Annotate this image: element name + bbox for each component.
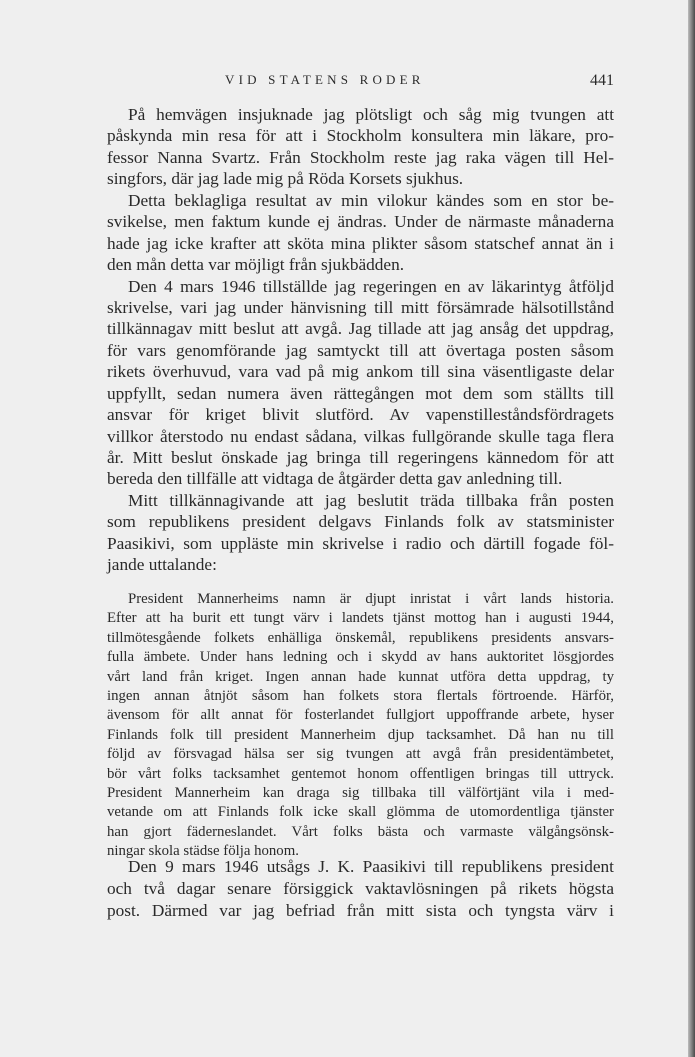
text-line: ningar skola städse följa honom. bbox=[107, 843, 299, 860]
text-line: hade jag icke krafter att sköta mina plikter såsom statschef annat än i bbox=[107, 233, 614, 253]
text-line: skrivelse, vari jag under hänvisning till mitt försämrade hälsotillstånd bbox=[107, 297, 614, 317]
text-line: post. Därmed var jag befriad från mitt sista och tyngsta värv i bbox=[107, 901, 614, 920]
text-line: tillkännagav mitt beslut att avgå. Jag tillade att jag ansåg det uppdrag, bbox=[107, 319, 614, 339]
text-line: singfors, där jag lade mig på Röda Korsets sjukhus. bbox=[107, 169, 464, 189]
block-quote bbox=[107, 590, 614, 861]
text-line: Mitt tillkännagivande att jag beslutit träda tillbaka från posten bbox=[128, 490, 614, 510]
text-line: vårt land från kriget. Ingen annan hade kunnat utföra detta uppdrag, ty bbox=[107, 668, 614, 685]
text-line: På hemvägen insjuknade jag plötsligt och såg mig tvungen att bbox=[128, 105, 614, 124]
text-line: fessor Nanna Svartz. Från Stockholm reste jag raka vägen till Hel- bbox=[107, 147, 614, 167]
text-line: för vars genomförande jag samtyckt till att övertaga posten såsom bbox=[107, 340, 614, 360]
text-line: som republikens president delgavs Finlands folk av statsminister bbox=[107, 512, 614, 532]
text-line: President Mannerheim kan draga sig tillbaka till välförtjänt vila i med- bbox=[107, 784, 614, 801]
text-line: uppfyllt, sedan numera även rättegången mot dem som ställts till bbox=[107, 383, 614, 403]
text-line: ansvar för kriget blivit slutförd. Av vapenstilleståndsfördragets bbox=[107, 405, 614, 425]
body-text-after-quote bbox=[107, 856, 614, 922]
text-line: och två dagar senare försiggick vaktavlösningen på rikets högsta bbox=[107, 879, 614, 898]
text-line: Den 4 mars 1946 tillställde jag regeringen en av läkarintyg åtföljd bbox=[128, 276, 614, 296]
text-line: följd av försvagad hälsa ser sig tvungen att avgå från presidentämbetet, bbox=[107, 746, 614, 763]
paragraph bbox=[107, 276, 614, 490]
text-line: den mån detta var möjligt från sjukbädden. bbox=[107, 255, 405, 275]
paragraph bbox=[107, 590, 614, 861]
paragraph bbox=[107, 190, 614, 276]
text-line: rikets överhuvud, vara vad på mig ankom till sina väsentligaste delar bbox=[107, 362, 614, 382]
scan-edge bbox=[688, 0, 695, 1057]
text-line: bereda den tillfälle att vidtaga de åtgärder detta gav anledning till. bbox=[107, 469, 563, 489]
text-line: ingen annan åtnjöt såsom han folkets stora flertals förtroende. Härför, bbox=[107, 687, 614, 704]
text-line: han gjort fäderneslandet. Vårt folks bästa och varmaste välgångsönsk- bbox=[107, 823, 614, 840]
text-line: påskynda min resa för att i Stockholm konsultera min läkare, pro- bbox=[107, 126, 614, 146]
text-line: President Mannerheims namn är djupt inristat i vårt lands historia. bbox=[128, 591, 614, 607]
paragraph bbox=[107, 104, 614, 190]
text-line: Finlands folk till president Mannerheim djup tacksamhet. Då han nu till bbox=[107, 726, 614, 743]
text-line: Efter att ha burit ett tungt värv i landets tjänst mottog han i augusti 1944, bbox=[107, 610, 614, 627]
text-line: jande uttalande: bbox=[107, 555, 217, 575]
text-line: år. Mitt beslut önskade jag bringa till regeringens kännedom för att bbox=[107, 448, 614, 467]
text-line: Detta beklagliga resultat av min vilokur kändes som en stor be- bbox=[128, 190, 614, 210]
text-line: Paasikivi, som uppläste min skrivelse i radio och därtill fogade föl- bbox=[107, 533, 614, 553]
page-number: 441 bbox=[590, 72, 614, 89]
text-line: svikelse, men faktum kunde ej ändras. Under de närmaste månaderna bbox=[107, 212, 614, 232]
text-line: ävensom för allt annat för fosterlandet fullgjort uppoffrande arbete, hyser bbox=[107, 707, 614, 724]
text-line: vetande om att Finlands folk icke skall glömma de utomordentliga tjänster bbox=[107, 804, 614, 821]
page-header bbox=[107, 72, 614, 94]
text-line: bör vårt folks tacksamhet gentemot honom offentligen bringas till uttryck. bbox=[107, 765, 614, 782]
text-line: fulla ämbete. Under hans ledning och i skydd av hans auktoritet lösgjordes bbox=[107, 649, 614, 666]
running-title: VID STATENS RODER bbox=[225, 72, 425, 87]
text-line: villkor återstodo nu endast sådana, vilkas fullgörande skulle taga flera bbox=[107, 426, 614, 446]
text-line: tillmötesgående folkets enhälliga önskemål, republikens presidents ansvars- bbox=[107, 629, 614, 646]
paragraph bbox=[107, 856, 614, 922]
paragraph bbox=[107, 490, 614, 576]
body-text-before-quote bbox=[107, 104, 614, 576]
text-line: Den 9 mars 1946 utsågs J. K. Paasikivi till republikens president bbox=[128, 857, 614, 876]
